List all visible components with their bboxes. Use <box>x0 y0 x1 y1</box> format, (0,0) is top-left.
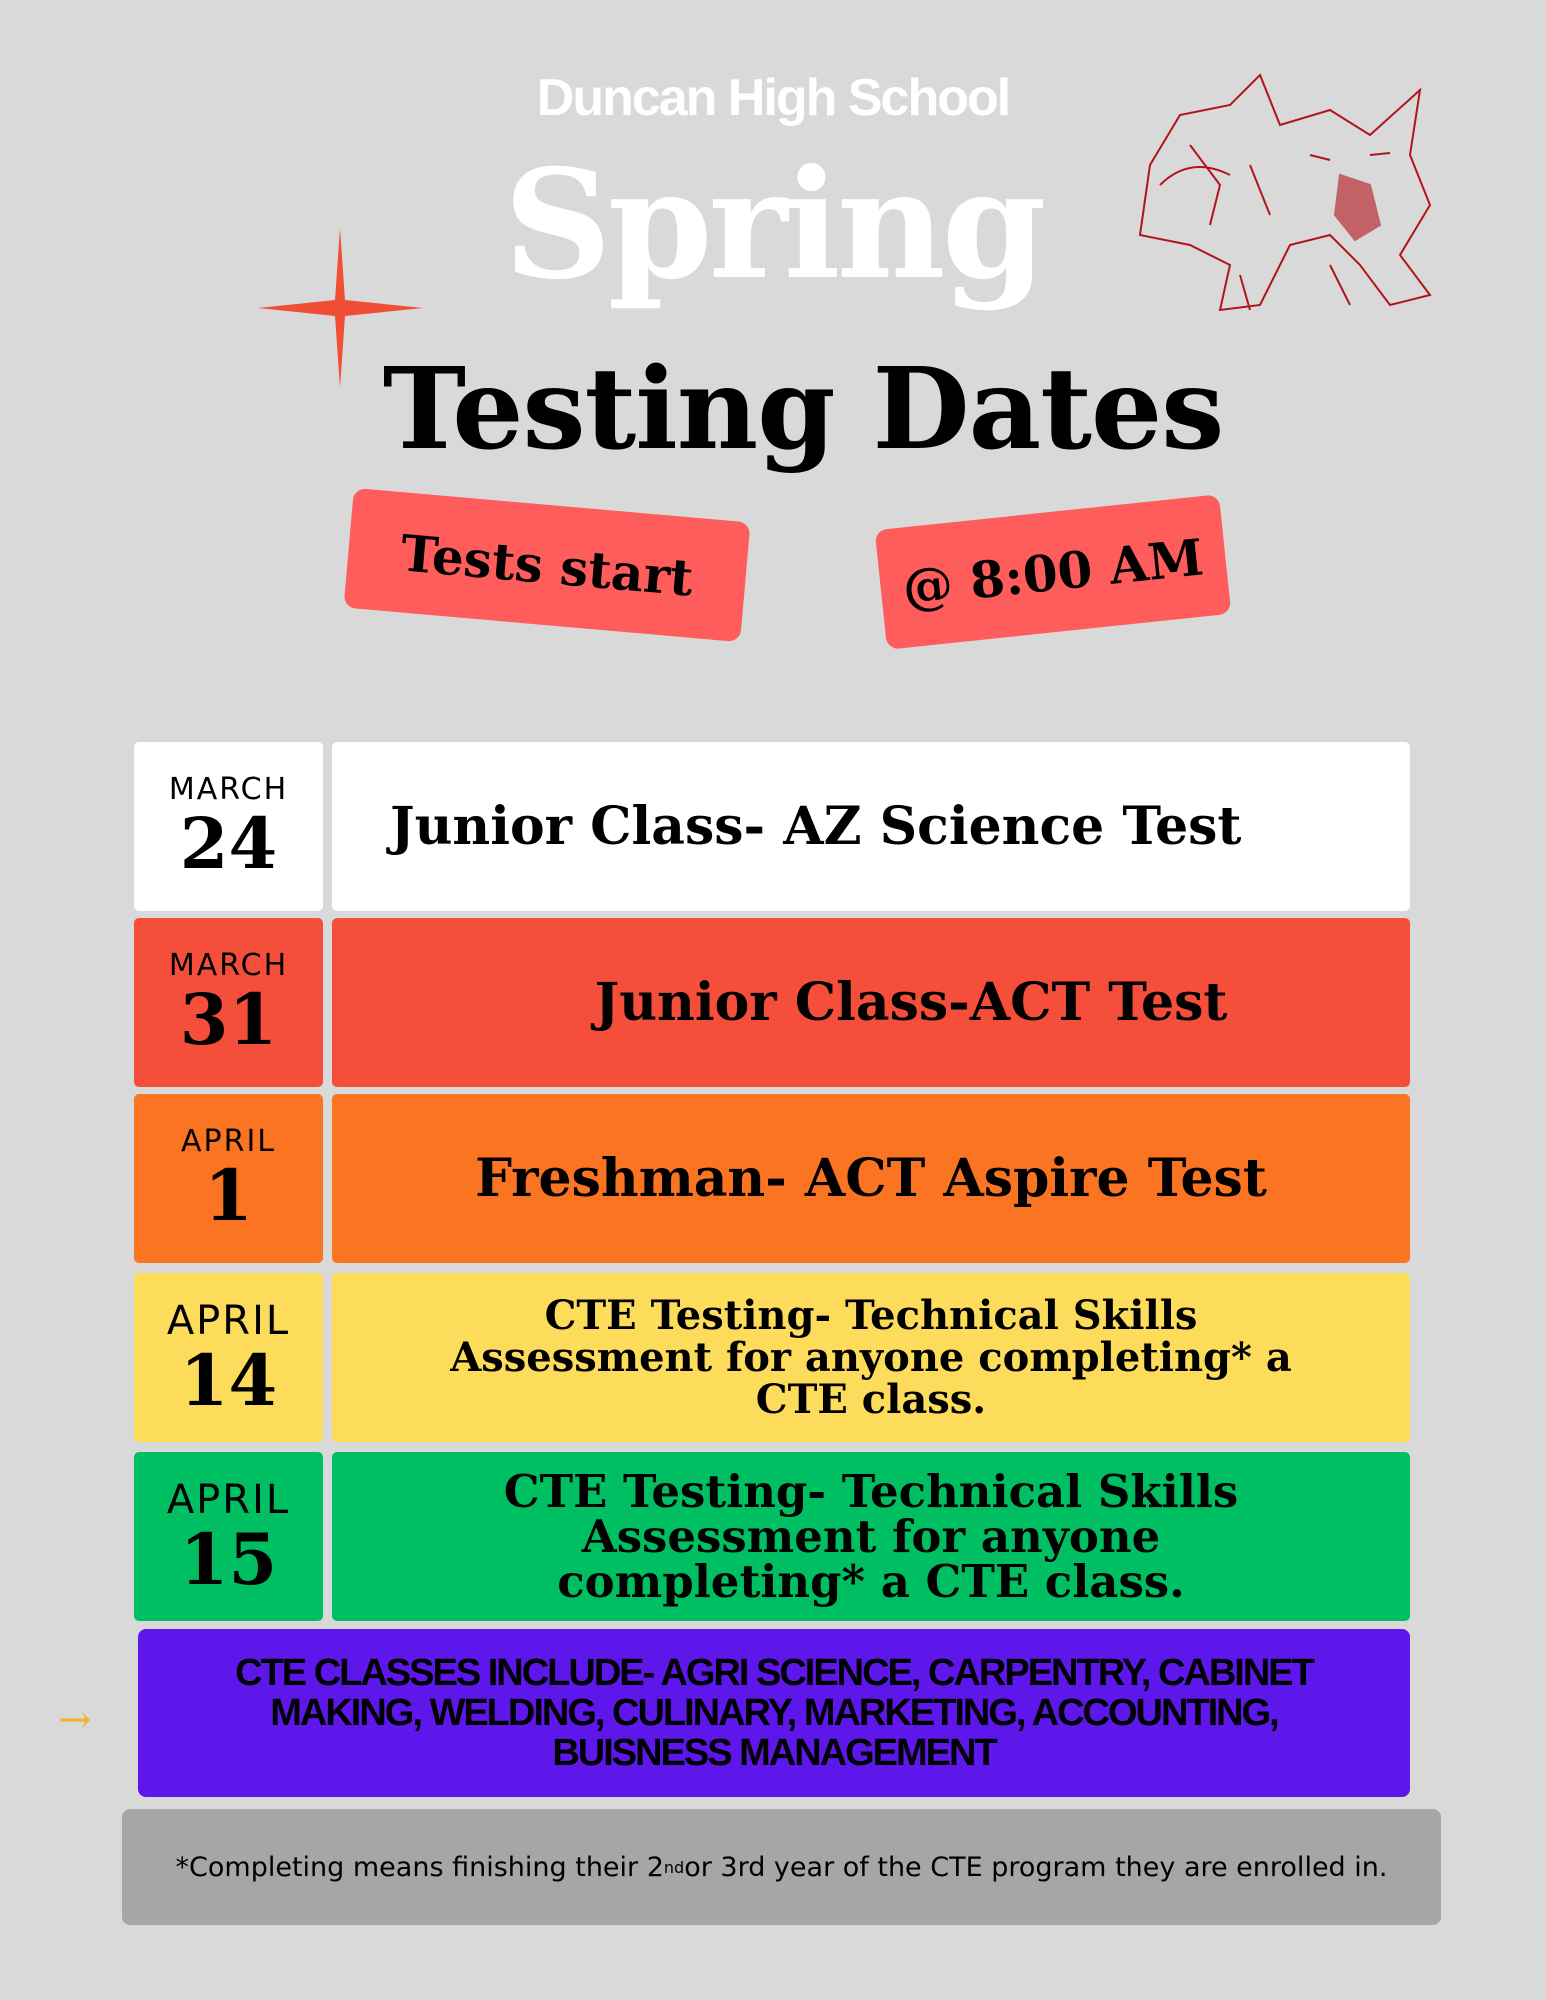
footnote-superscript: nd <box>663 1857 685 1877</box>
day-label: 31 <box>179 977 278 1061</box>
footnote-text-end: or 3rd year of the CTE program they are enrolled in. <box>684 1851 1388 1883</box>
date-box <box>134 1094 323 1263</box>
event-label: CTE Testing- Technical Skills Assessment for anyone completing* a CTE class. <box>332 1273 1410 1442</box>
arrow-right-icon: → <box>58 1697 92 1743</box>
footnote <box>122 1809 1441 1925</box>
footnote-text: *Completing means finishing their 2 <box>175 1851 664 1883</box>
event-label: Freshman- ACT Aspire Test <box>332 1094 1410 1263</box>
cte-classes-banner: CTE CLASSES INCLUDE- AGRI SCIENCE, CARPENTRY, CABINET MAKING, WELDING, CULINARY, MARKETING, ACCOUNTING, BUISNESS MANAGEMENT <box>138 1629 1410 1797</box>
day-label: 1 <box>204 1153 253 1237</box>
school-name: Duncan High School <box>536 69 1010 127</box>
event-label: Junior Class-ACT Test <box>332 918 1410 1087</box>
month-label: MARCH <box>168 947 289 983</box>
day-label: 14 <box>179 1338 278 1422</box>
date-box <box>134 918 323 1087</box>
tests-start-badge: Tests start <box>344 488 751 642</box>
page-title: Testing Dates <box>382 344 1224 475</box>
schedule-row <box>134 1452 1410 1621</box>
date-box <box>134 1273 323 1442</box>
month-label: APRIL <box>180 1123 277 1159</box>
schedule-row <box>134 742 1410 911</box>
day-label: 15 <box>179 1517 278 1601</box>
event-label: Junior Class- AZ Science Test <box>332 742 1410 911</box>
season-title: Spring <box>503 137 1043 313</box>
month-label: APRIL <box>166 1476 291 1523</box>
month-label: APRIL <box>166 1297 291 1344</box>
event-label: CTE Testing- Technical Skills Assessment for anyone completing* a CTE class. <box>332 1452 1410 1621</box>
date-box <box>134 742 323 911</box>
day-label: 24 <box>179 801 278 885</box>
date-box <box>134 1452 323 1621</box>
schedule-row <box>134 1094 1410 1263</box>
start-time-badge: @ 8:00 AM <box>875 494 1232 650</box>
wildcat-mascot-icon <box>1130 65 1460 315</box>
month-label: MARCH <box>168 771 289 807</box>
schedule-row <box>134 918 1410 1087</box>
schedule-row <box>134 1273 1410 1442</box>
